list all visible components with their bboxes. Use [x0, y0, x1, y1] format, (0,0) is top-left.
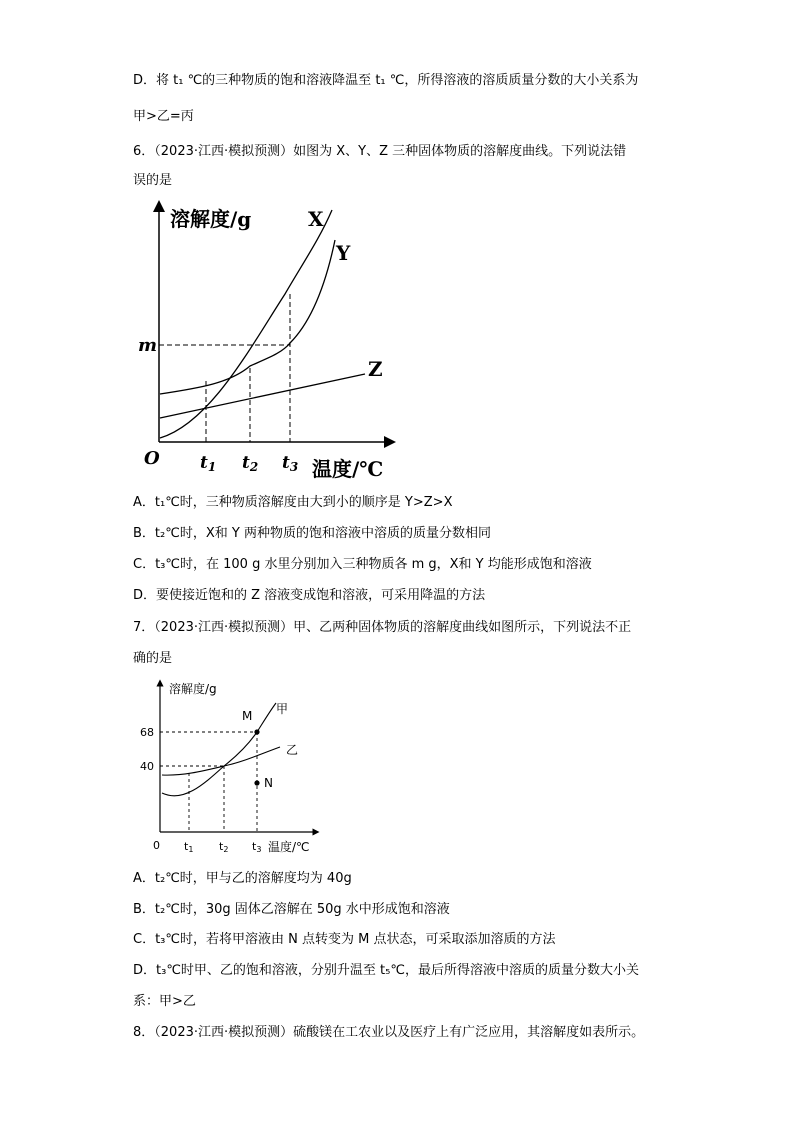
point-n [254, 780, 259, 785]
series-label-y: Y [336, 241, 351, 265]
series-label-jia: 甲 [276, 702, 289, 716]
x-axis-label: 温度/℃ [312, 457, 384, 481]
option-7b: B．t₂℃时，30g 固体乙溶解在 50g 水中形成饱和溶液 [133, 902, 450, 917]
option-7c: C．t₃℃时，若将甲溶液由 N 点转变为 M 点状态，可采取添加溶质的方法 [133, 932, 556, 947]
series-label-x: X [308, 207, 324, 231]
option-6c: C．t₃℃时，在 100 g 水里分别加入三种物质各 m g，X和 Y 均能形成饱和溶液 [133, 557, 592, 572]
t1-label: t1 [200, 453, 217, 474]
solubility-chart-jia-yi [138, 675, 328, 857]
t2-label: t2 [219, 840, 229, 854]
text-line: 误的是 [133, 173, 173, 188]
curve-x [160, 210, 332, 438]
text-line: 甲>乙=丙 [133, 109, 194, 124]
y-tick-68: 68 [140, 726, 154, 739]
series-label-yi: 乙 [286, 743, 299, 757]
series-label-z: Z [368, 357, 383, 381]
m-label: m [138, 335, 158, 356]
point-m-label: M [242, 709, 253, 723]
t3-label: t3 [252, 840, 262, 854]
curve-y [160, 240, 335, 394]
option-6b: B．t₂℃时，X和 Y 两种物质的饱和溶液中溶质的质量分数相同 [133, 526, 491, 541]
t3-label: t3 [282, 453, 299, 474]
option-7d: D．t₃℃时甲、乙的饱和溶液，分别升温至 t₅℃，最后所得溶液中溶质的质量分数大小关 [133, 963, 639, 978]
solubility-figure-xyz [140, 198, 400, 487]
origin-label: 0 [153, 839, 160, 852]
y-axis-label: 溶解度/g [170, 207, 252, 231]
text-line: 确的是 [133, 651, 173, 666]
option-6d: D．要使接近饱和的 Z 溶液变成饱和溶液，可采用降温的方法 [133, 588, 486, 603]
option-7a: A．t₂℃时，甲与乙的溶解度均为 40g [133, 871, 352, 886]
question-8-stem: 8．（2023·江西·模拟预测）硫酸镁在工农业以及医疗上有广泛应用，其溶解度如表所示。 [133, 1025, 645, 1040]
option-6a: A．t₁℃时，三种物质溶解度由大到小的顺序是 Y>Z>X [133, 495, 453, 510]
t2-label: t2 [242, 453, 259, 474]
text-line: 系：甲>乙 [133, 994, 196, 1009]
text-line: D．将 t₁ ℃的三种物质的饱和溶液降温至 t₁ ℃，所得溶液的溶质质量分数的大小关系为 [133, 73, 639, 88]
solubility-figure-jia-yi [138, 675, 328, 861]
x-axis-label: 温度/℃ [268, 840, 310, 854]
curve-z [160, 374, 365, 418]
curve-yi [162, 747, 280, 775]
t1-label: t1 [184, 840, 194, 854]
point-m [254, 729, 259, 734]
point-n-label: N [264, 776, 273, 790]
origin-label: O [144, 448, 160, 469]
question-7-stem: 7．（2023·江西·模拟预测）甲、乙两种固体物质的溶解度曲线如图所示，下列说法不正 [133, 620, 632, 635]
y-tick-40: 40 [140, 760, 154, 773]
solubility-chart-xyz [140, 198, 400, 483]
question-6-stem: 6．（2023·江西·模拟预测）如图为 X、Y、Z 三种固体物质的溶解度曲线。下列说法错 [133, 144, 627, 159]
y-axis-label: 溶解度/g [169, 682, 217, 696]
